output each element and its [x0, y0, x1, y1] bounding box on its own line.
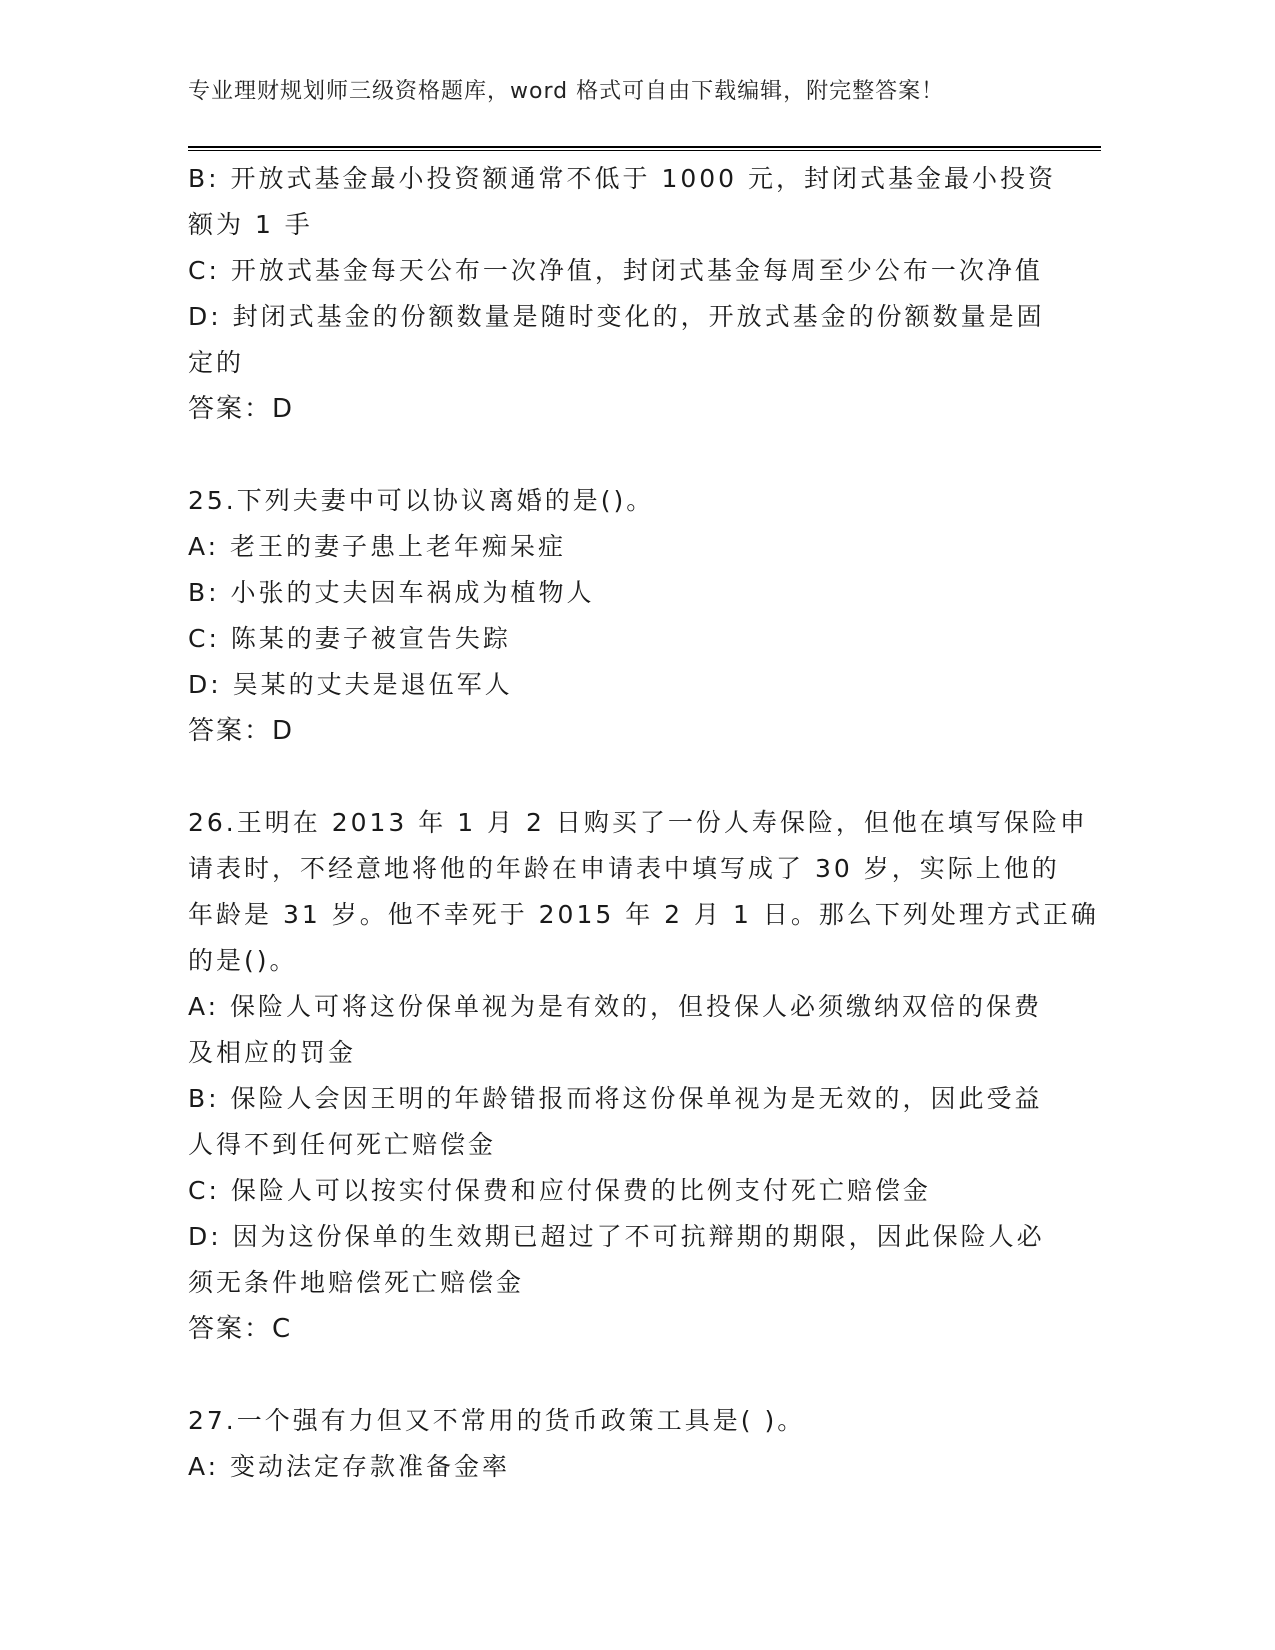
question-24-tail	[188, 156, 1068, 432]
option-d-line-1: D: 封闭式基金的份额数量是随时变化的，开放式基金的份额数量是固	[188, 302, 1045, 331]
option-b-line-2: 人得不到任何死亡赔偿金	[188, 1130, 497, 1159]
option-b-line-1: B: 开放式基金最小投资额通常不低于 1000 元，封闭式基金最小投资	[188, 164, 1057, 193]
option-c: C: 陈某的妻子被宣告失踪	[188, 624, 511, 653]
option-b: B: 小张的丈夫因车祸成为植物人	[188, 578, 595, 607]
question-stem-line-1: 26.王明在 2013 年 1 月 2 日购买了一份人寿保险，但他在填写保险申	[188, 808, 1088, 837]
answer: 答案：C	[188, 1314, 293, 1344]
option-a: A: 老王的妻子患上老年痴呆症	[188, 532, 567, 561]
answer: 答案：D	[188, 716, 295, 746]
document-body	[188, 156, 1099, 1490]
option-d: D: 吴某的丈夫是退伍军人	[188, 670, 513, 699]
question-stem-line-2: 请表时，不经意地将他的年龄在申请表中填写成了 30 岁，实际上他的	[188, 854, 1060, 883]
question-stem-line-4: 的是()。	[188, 946, 298, 975]
option-c: C: 开放式基金每天公布一次净值，封闭式基金每周至少公布一次净值	[188, 256, 1043, 285]
option-c: C: 保险人可以按实付保费和应付保费的比例支付死亡赔偿金	[188, 1176, 931, 1205]
option-a: A: 变动法定存款准备金率	[188, 1452, 511, 1481]
option-d-line-2: 定的	[188, 348, 245, 377]
question-27	[188, 1398, 1068, 1490]
question-26	[188, 800, 1099, 1352]
option-a-line-1: A: 保险人可将这份保单视为是有效的，但投保人必须缴纳双倍的保费	[188, 992, 1043, 1021]
question-stem-line-3: 年龄是 31 岁。他不幸死于 2015 年 2 月 1 日。那么下列处理方式正确	[188, 900, 1099, 929]
option-b-line-1: B: 保险人会因王明的年龄错报而将这份保单视为是无效的，因此受益	[188, 1084, 1043, 1113]
question-stem: 27.一个强有力但又不常用的货币政策工具是( )。	[188, 1406, 806, 1435]
option-d-line-2: 须无条件地赔偿死亡赔偿金	[188, 1268, 525, 1297]
page-header: 专业理财规划师三级资格题库，word 格式可自由下载编辑，附完整答案！	[188, 79, 945, 104]
option-d-line-1: D: 因为这份保单的生效期已超过了不可抗辩期的期限，因此保险人必	[188, 1222, 1045, 1251]
answer: 答案：D	[188, 394, 295, 424]
question-25	[188, 478, 1068, 754]
question-stem: 25.下列夫妻中可以协议离婚的是()。	[188, 486, 655, 515]
header-divider	[188, 146, 1101, 151]
option-a-line-2: 及相应的罚金	[188, 1038, 357, 1067]
option-b-line-2: 额为 1 手	[188, 210, 313, 239]
